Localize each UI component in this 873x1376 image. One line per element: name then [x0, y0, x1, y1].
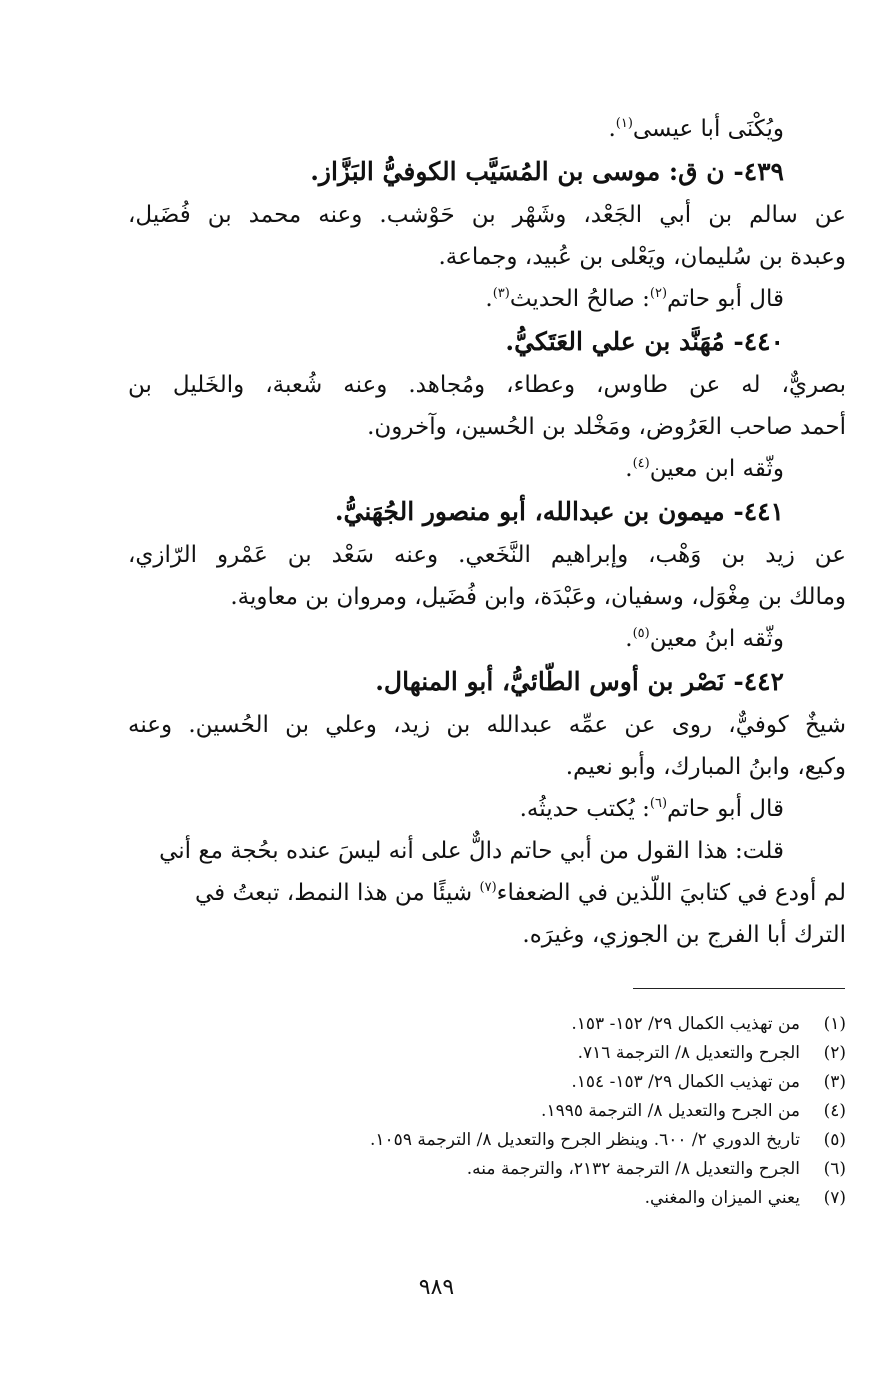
text-line: بصريٌّ، له عن طاوس، وعطاء، ومُجاهد. وعنه شُعبة، والخَليل بن: [128, 372, 846, 398]
footnote-text: الجرح والتعديل ٨/ الترجمة ٢١٣٢، والترجمة منه.: [466, 1159, 800, 1179]
footnote-ref[interactable]: (٢): [649, 286, 668, 301]
text-line: ويُكْنَى أبا عيسى$^{(١)}$.: [608, 116, 784, 142]
footnote-6: [128, 1155, 846, 1184]
footnote-number: (٣): [823, 1072, 846, 1092]
footnote-ref[interactable]: (٤): [632, 456, 650, 471]
footnote-number: (١): [823, 1014, 846, 1034]
entry-heading-440: ٤٤٠- مُهَنَّد بن علي العَتَكيُّ.: [505, 327, 784, 356]
entry-heading-439: ٤٣٩- ن ق: موسى بن المُسَيَّب الكوفيُّ البَزَّاز.: [310, 157, 784, 186]
text-line: قال أبو حاتم$^{(٦)}$: يُكتب حديثُه.: [519, 796, 784, 822]
text-line: عن سالم بن أبي الجَعْد، وشَهْر بن حَوْشب. وعنه محمد بن فُضَيل،: [128, 202, 846, 228]
footnote-text: من الجرح والتعديل ٨/ الترجمة ١٩٩٥.: [541, 1101, 800, 1121]
footnote-number: (٦): [823, 1159, 846, 1179]
footnote-separator: [633, 988, 845, 989]
footnote-ref[interactable]: (٦): [649, 796, 668, 811]
page-number: ٩٨٩: [418, 1275, 455, 1300]
main-text: [128, 108, 846, 956]
text-line: ومالك بن مِغْوَل، وسفيان، وعَبْدَة، وابن فُضَيل، ومروان بن معاوية.: [230, 584, 846, 610]
footnote-1: [128, 1010, 846, 1039]
footnote-number: (٢): [823, 1043, 846, 1063]
text-line: لم أودع في كتابيَ اللّذين في الضعفاء$^{(٧)}$ شيئًا من هذا النمط، تبعتُ في: [194, 880, 846, 906]
text-line: وثّقه ابن معين$^{(٤)}$.: [625, 456, 784, 482]
footnote-ref[interactable]: (٣): [492, 286, 510, 301]
text-line: وعبدة بن سُليمان، ويَعْلى بن عُبيد، وجماعة.: [438, 244, 846, 270]
footnote-ref[interactable]: (٧): [479, 880, 497, 895]
text-line: قال أبو حاتم$^{(٢)}$: صالحُ الحديث$^{(٣)}$.: [485, 286, 784, 312]
footnote-2: [128, 1039, 846, 1068]
footnotes: [128, 1010, 846, 1213]
footnote-text: يعني الميزان والمغني.: [644, 1188, 800, 1208]
text-line: عن زيد بن وَهْب، وإبراهيم النَّخَعي. وعنه سَعْد بن عَمْرو الرّازي،: [128, 542, 846, 568]
footnote-text: تاريخ الدوري ٢/ ٦٠٠. وينظر الجرح والتعديل ٨/ الترجمة ١٠٥٩.: [370, 1130, 800, 1150]
footnote-ref[interactable]: (٥): [632, 626, 650, 641]
text-line: وثّقه ابنُ معين$^{(٥)}$.: [625, 626, 784, 652]
footnote-ref[interactable]: (١): [615, 116, 633, 131]
footnote-4: [128, 1097, 846, 1126]
footnote-3: [128, 1068, 846, 1097]
footnote-number: (٥): [823, 1130, 846, 1150]
footnote-text: من تهذيب الكمال ٢٩/ ١٥٣- ١٥٤.: [571, 1072, 800, 1092]
text-line: قلت: هذا القول من أبي حاتم دالٌّ على أنه ليسَ عنده بحُجة مع أني: [159, 838, 784, 864]
text-line: الترك أبا الفرج بن الجوزي، وغيرَه.: [522, 922, 846, 948]
text-line: أحمد صاحب العَرُوض، ومَخْلد بن الحُسين، وآخرون.: [367, 414, 846, 440]
footnote-7: [128, 1184, 846, 1213]
entry-heading-442: ٤٤٢- نَصْر بن أوس الطّائيُّ، أبو المنهال.: [375, 667, 784, 696]
text-line: وكيع، وابنُ المبارك، وأبو نعيم.: [565, 754, 846, 780]
footnote-number: (٤): [823, 1101, 846, 1121]
entry-heading-441: ٤٤١- ميمون بن عبدالله، أبو منصور الجُهَنيُّ.: [334, 497, 784, 526]
footnote-text: من تهذيب الكمال ٢٩/ ١٥٢- ١٥٣.: [571, 1014, 800, 1034]
footnote-text: الجرح والتعديل ٨/ الترجمة ٧١٦.: [577, 1043, 800, 1063]
footnote-5: [128, 1126, 846, 1155]
footnote-number: (٧): [823, 1188, 846, 1208]
text-line: شيخٌ كوفيٌّ، روى عن عمِّه عبدالله بن زيد، وعلي بن الحُسين. وعنه: [128, 712, 846, 738]
